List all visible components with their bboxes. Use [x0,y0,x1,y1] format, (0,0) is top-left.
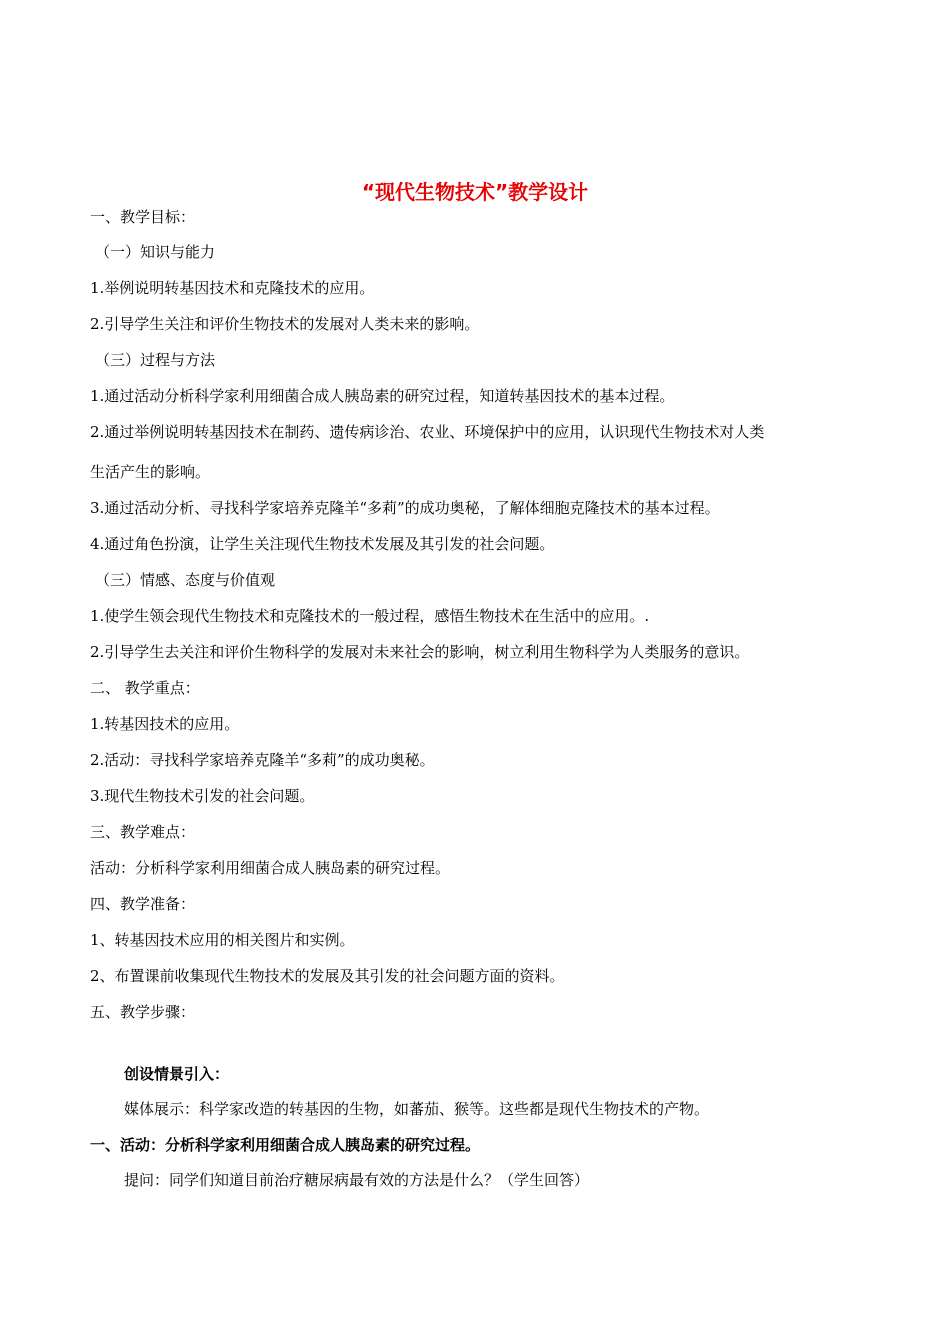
subsection-knowledge: （一）知识与能力 [95,243,216,261]
paragraph: 活动：分析科学家利用细菌合成人胰岛素的研究过程。 [90,859,451,877]
paragraph: 1、转基因技术应用的相关图片和实例。 [90,931,355,949]
paragraph: 1.转基因技术的应用。 [90,715,240,733]
paragraph: 2.引导学生去关注和评价生物科学的发展对未来社会的影响，树立利用生物科学为人类服务的意识。 [90,643,750,661]
paragraph: 3.现代生物技术引发的社会问题。 [90,787,315,805]
paragraph-continued: 生活产生的影响。 [90,463,211,481]
section-heading-objectives: 一、教学目标： [90,208,196,226]
paragraph: 2.引导学生关注和评价生物技术的发展对人类未来的影响。 [90,315,480,333]
subsection-process: （三）过程与方法 [95,351,216,369]
activity-heading: 一、活动：分析科学家利用细菌合成人胰岛素的研究过程。 [90,1136,481,1154]
paragraph: 2.通过举例说明转基因技术在制药、遗传病诊治、农业、环境保护中的应用，认识现代生物技术对人类 [90,423,765,441]
step-heading-intro: 创设情景引入： [124,1065,230,1083]
paragraph: 1.使学生领会现代生物技术和克隆技术的一般过程，感悟生物技术在生活中的应用。. [90,607,650,625]
paragraph: 1.通过活动分析科学家利用细菌合成人胰岛素的研究过程，知道转基因技术的基本过程。 [90,387,675,405]
subsection-values: （三）情感、态度与价值观 [95,571,276,589]
paragraph: 4.通过角色扮演，让学生关注现代生物技术发展及其引发的社会问题。 [90,535,555,553]
section-heading-key-points: 二、 教学重点： [90,679,200,697]
paragraph: 3.通过活动分析、寻找科学家培养克隆羊“多莉”的成功奥秘，了解体细胞克隆技术的基本过程。 [90,499,720,517]
paragraph: 2、布置课前收集现代生物技术的发展及其引发的社会问题方面的资料。 [90,967,565,985]
section-heading-difficulties: 三、教学难点： [90,823,196,841]
paragraph: 1.举例说明转基因技术和克隆技术的应用。 [90,279,375,297]
section-heading-preparation: 四、教学准备： [90,895,196,913]
paragraph: 2.活动：寻找科学家培养克隆羊“多莉”的成功奥秘。 [90,751,435,769]
section-heading-steps: 五、教学步骤： [90,1003,196,1021]
paragraph: 提问：同学们知道目前治疗糖尿病最有效的方法是什么？（学生回答） [124,1171,590,1189]
document-title: “现代生物技术”教学设计 [361,180,589,204]
paragraph: 媒体展示：科学家改造的转基因的生物，如蕃茄、猴等。这些都是现代生物技术的产物。 [124,1100,710,1118]
